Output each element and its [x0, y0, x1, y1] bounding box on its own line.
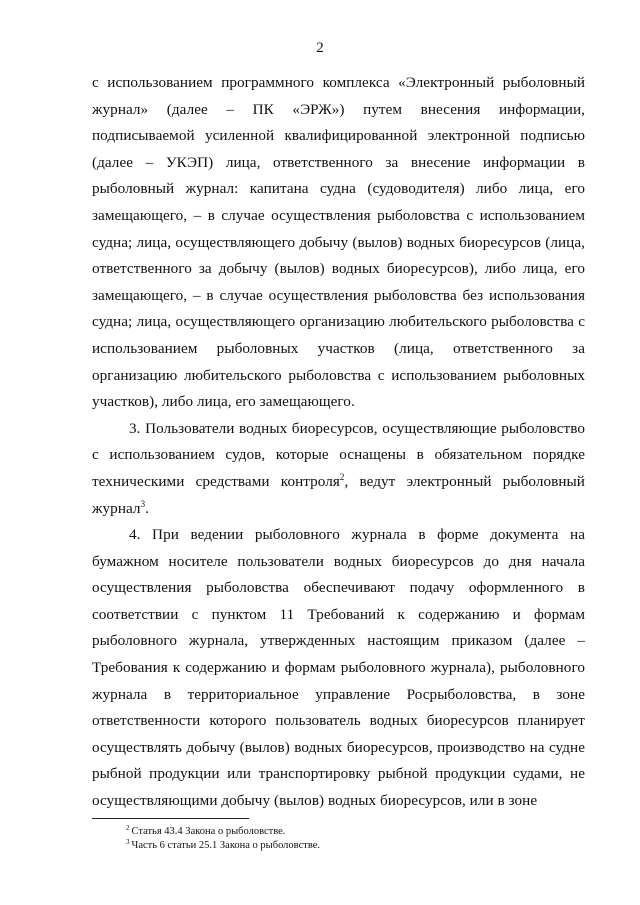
footnote-text: Статья 43.4 Закона о рыболовстве. [131, 826, 286, 837]
paragraph-item-4: 4. При ведении рыболовного журнала в форме документа на бумажном носителе пользователи водных биоресурсов до дня начала осуществления рыболовства обеспечивают подачу оформленного в соответствии с пунктом 11 Требований к содержанию и формам рыболовного журнала, утвержденных настоящим приказом (далее – Требования к содержанию и формам рыболовного журнала), рыболовного журнала в территориальное управление Росрыболовства, в зоне ответственности которого пользователь водных биоресурсов планирует осуществлять добычу (вылов) водных биоресурсов, производство на судне рыбной продукции или транспортировку рыбной продукции судами, не осуществляющими добычу (вылов) водных биоресурсов, или в зоне [92, 526, 585, 810]
footnote-divider [92, 818, 249, 819]
paragraph-continuation: с использованием программного комплекса «Электронный рыболовный журнал» (далее – ПК «ЭРЖ») путем внесения информации, подписываемой усиленной квалифицированной электронной подписью (далее – УКЭП) лица, ответственного за внесение информации в рыболовный журнал: капитана судна (судоводителя) либо лица, его замещающего, – в случае осуществления рыболовства с использованием судна; лица, осуществляющего добычу (вылов) водных биоресурсов (лица, ответственного за добычу (вылов) водных биоресурсов), либо лица, его замещающего, – в случае осуществления рыболовства без использования судна; лица, осуществляющего организацию любительского рыболовства с использованием рыболовных участков (лица, ответственного за организацию любительского рыболовства с использованием рыболовных участков), либо лица, его замещающего. [92, 74, 585, 411]
paragraph-item-3-text-a: 3. Пользователи водных биоресурсов, осуществляющие рыболовство с использованием судов, которые оснащены в обязательном порядке техническими средствами контроля [92, 419, 585, 490]
footnote-2 [126, 825, 586, 839]
paragraph-item-3-text-c: . [145, 499, 149, 517]
footnote-ref-3: 3 [140, 498, 146, 509]
footnotes [126, 825, 586, 853]
footnote-text: Часть 6 статьи 25.1 Закона о рыболовстве. [131, 840, 321, 851]
footnote-3 [126, 839, 586, 853]
footnote-mark: 2 [126, 823, 130, 832]
footnote-mark: 3 [126, 837, 130, 846]
body-text [92, 70, 585, 815]
paragraph-item-3-text-b: , ведут электронный рыболовный журнал [92, 472, 585, 517]
footnote-ref-2: 2 [339, 471, 345, 482]
page-number: 2 [316, 40, 324, 56]
paragraph-item-3 [92, 416, 585, 522]
